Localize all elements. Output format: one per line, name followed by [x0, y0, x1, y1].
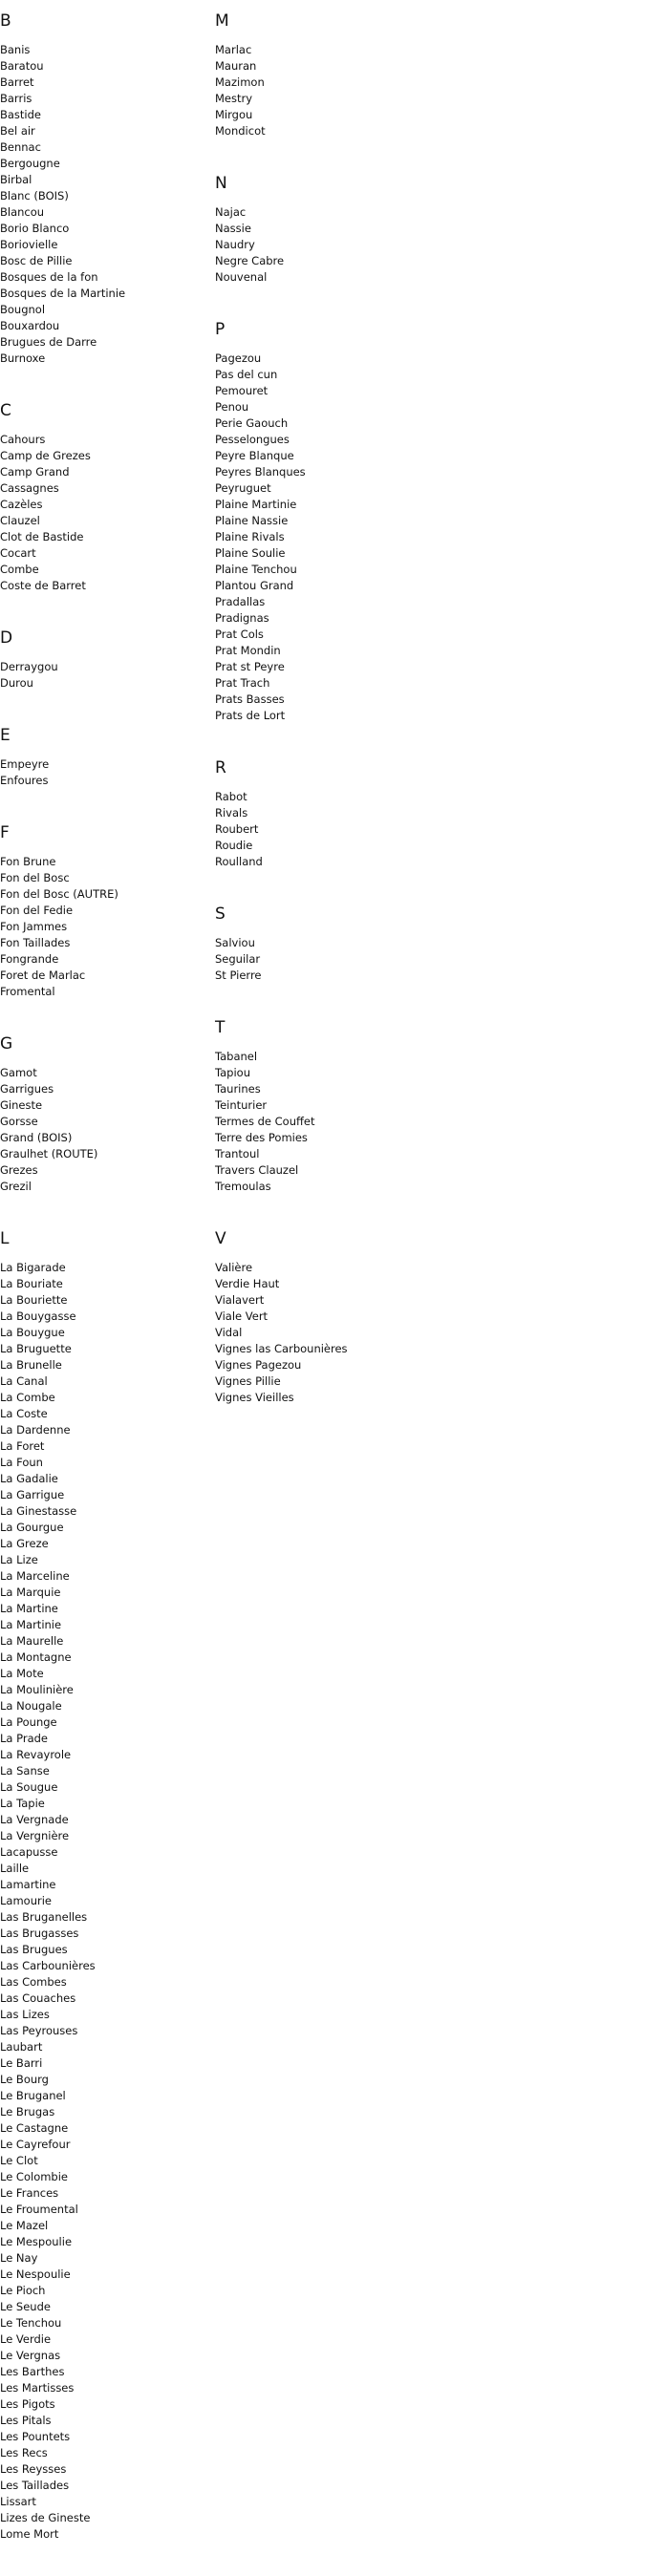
- place-name: Banis: [0, 43, 31, 56]
- place-name: Laubart: [0, 2040, 43, 2054]
- place-name: Fon Taillades: [0, 936, 71, 949]
- place-name: Enfoures: [0, 774, 49, 787]
- place-name: La Prade: [0, 1732, 48, 1745]
- place-list: [215, 789, 425, 870]
- place-name: La Marceline: [0, 1569, 70, 1583]
- section-heading: T: [215, 1018, 226, 1037]
- place-name: Burnoxe: [0, 351, 46, 365]
- place-name: Les Barthes: [0, 2365, 65, 2378]
- place-name: Plaine Martinie: [215, 498, 297, 511]
- place-list: [215, 935, 425, 984]
- place-name: La Bouygue: [0, 1326, 65, 1339]
- letter-section-c: [0, 400, 210, 594]
- place-name: Camp Grand: [0, 465, 70, 479]
- place-name: Las Bruganelles: [0, 1910, 88, 1924]
- place-name: Vignes Vieilles: [215, 1391, 294, 1404]
- place-name: Fon del Bosc (AUTRE): [0, 887, 118, 901]
- place-name: Las Carbounières: [0, 1959, 96, 1972]
- place-name: Prats de Lort: [215, 709, 286, 722]
- place-name: Cocart: [0, 546, 36, 560]
- place-list: [215, 351, 425, 724]
- place-name: Pradignas: [215, 611, 269, 625]
- place-name: Vignes las Carbounières: [215, 1342, 348, 1355]
- place-name: Taurines: [215, 1082, 261, 1096]
- place-name: Baratou: [0, 59, 44, 73]
- place-name: Barret: [0, 75, 34, 89]
- place-name: Le Mespoulie: [0, 2235, 73, 2248]
- place-name: Tapiou: [215, 1066, 250, 1079]
- place-name: Prat st Peyre: [215, 660, 285, 673]
- place-name: Peyre Blanque: [215, 449, 294, 462]
- letter-section-n: [215, 173, 425, 286]
- place-list: [215, 1049, 425, 1195]
- place-list: [0, 659, 210, 692]
- section-heading: D: [0, 628, 13, 648]
- place-list: [0, 432, 210, 594]
- place-name: Pesselongues: [215, 433, 290, 446]
- place-name: Roulland: [215, 855, 263, 868]
- place-name: Valière: [215, 1261, 253, 1274]
- place-name: Cahours: [0, 433, 46, 446]
- place-name: Peyruguet: [215, 481, 271, 495]
- place-name: La Bouygasse: [0, 1309, 76, 1323]
- place-name: Boriovielle: [0, 238, 58, 251]
- place-name: Vialavert: [215, 1293, 265, 1307]
- letter-section-d: [0, 628, 210, 692]
- place-name: Naudry: [215, 238, 255, 251]
- place-name: La Canal: [0, 1374, 48, 1388]
- letter-section-s: [215, 904, 425, 984]
- place-name: Le Seude: [0, 2300, 51, 2313]
- section-heading: E: [0, 726, 11, 745]
- place-name: Le Verdie: [0, 2332, 52, 2346]
- place-list: [215, 42, 425, 139]
- place-name: Pas del cun: [215, 368, 278, 381]
- place-name: La Gourgue: [0, 1521, 64, 1534]
- place-name: Camp de Grezes: [0, 449, 91, 462]
- place-name: Bergougne: [0, 157, 60, 170]
- place-name: La Bouriate: [0, 1277, 63, 1290]
- place-name: La Gadalie: [0, 1472, 58, 1485]
- place-name: Lissart: [0, 2495, 36, 2508]
- place-name: La Vergnade: [0, 1813, 69, 1826]
- place-name: Laille: [0, 1862, 30, 1875]
- place-name: Lamourie: [0, 1894, 52, 1907]
- place-name: Nassie: [215, 222, 251, 235]
- place-list: [0, 756, 210, 789]
- place-name: Vignes Pillie: [215, 1374, 281, 1388]
- place-name: Grand (BOIS): [0, 1131, 73, 1144]
- place-name: Tabanel: [215, 1050, 258, 1063]
- place-list: [215, 204, 425, 286]
- place-name: Negre Cabre: [215, 254, 285, 267]
- place-name: Salviou: [215, 936, 255, 949]
- place-name: Fon Brune: [0, 855, 56, 868]
- place-name: Terre des Pomies: [215, 1131, 308, 1144]
- place-list: [0, 1065, 210, 1195]
- place-name: Plaine Soulie: [215, 546, 286, 560]
- place-list: [215, 1260, 425, 1406]
- place-name: Las Brugues: [0, 1943, 68, 1956]
- letter-section-l: [0, 1228, 210, 2543]
- place-name: Empeyre: [0, 757, 50, 771]
- place-name: Vidal: [215, 1326, 243, 1339]
- section-heading: P: [215, 320, 226, 339]
- place-name: Fon del Fedie: [0, 904, 74, 917]
- place-name: Blanc (BOIS): [0, 189, 69, 202]
- place-name: Gorsse: [0, 1115, 38, 1128]
- place-name: Prat Cols: [215, 628, 264, 641]
- place-name: Bosques de la Martinie: [0, 287, 126, 300]
- section-heading: R: [215, 758, 226, 777]
- place-name: Termes de Couffet: [215, 1115, 315, 1128]
- place-name: La Moulinière: [0, 1683, 74, 1696]
- place-name: La Bouriette: [0, 1293, 68, 1307]
- place-name: Nouvenal: [215, 270, 268, 284]
- place-name: La Martine: [0, 1602, 58, 1615]
- place-name: La Montagne: [0, 1650, 72, 1664]
- place-name: La Combe: [0, 1391, 55, 1404]
- place-name: Mauran: [215, 59, 257, 73]
- place-name: Le Brugas: [0, 2105, 55, 2118]
- place-name: Las Couaches: [0, 1991, 76, 2005]
- place-name: Bel air: [0, 124, 35, 138]
- section-heading: B: [0, 11, 11, 31]
- place-name: Teinturier: [215, 1098, 268, 1112]
- place-name: La Brunelle: [0, 1358, 62, 1372]
- place-name: Najac: [215, 205, 247, 219]
- place-name: Foret de Marlac: [0, 969, 86, 982]
- section-heading: G: [0, 1034, 13, 1054]
- place-name: La Dardenne: [0, 1423, 71, 1437]
- place-name: La Maurelle: [0, 1634, 64, 1648]
- place-name: Bouxardou: [0, 319, 60, 332]
- place-name: Bougnol: [0, 303, 46, 316]
- place-name: Pagezou: [215, 351, 262, 365]
- place-name: Mondicot: [215, 124, 266, 138]
- letter-section-t: [215, 1017, 425, 1195]
- place-name: Les Martisses: [0, 2381, 75, 2395]
- section-heading: V: [215, 1229, 226, 1248]
- place-name: Tremoulas: [215, 1180, 271, 1193]
- place-name: La Marquie: [0, 1586, 61, 1599]
- place-name: Cassagnes: [0, 481, 59, 495]
- place-name: Graulhet (ROUTE): [0, 1147, 98, 1160]
- place-name: Le Bruganel: [0, 2089, 66, 2102]
- place-name: Cazèles: [0, 498, 43, 511]
- place-name: Le Bourg: [0, 2073, 49, 2086]
- letter-section-r: [215, 757, 425, 870]
- right-column: [215, 11, 425, 1439]
- place-name: Le Froumental: [0, 2203, 78, 2216]
- place-name: La Nougale: [0, 1699, 62, 1713]
- place-name: Fon Jammes: [0, 920, 68, 933]
- place-name: Les Pitals: [0, 2414, 52, 2427]
- place-name: Lacapusse: [0, 1845, 58, 1859]
- place-name: Gineste: [0, 1098, 43, 1112]
- place-name: Las Combes: [0, 1975, 67, 1989]
- place-name: La Mote: [0, 1667, 44, 1680]
- place-name: Las Peyrouses: [0, 2024, 78, 2037]
- place-name: Bosc de Pillie: [0, 254, 73, 267]
- place-name: La Revayrole: [0, 1748, 72, 1761]
- place-name: Fongrande: [0, 952, 59, 966]
- place-name: La Garrigue: [0, 1488, 65, 1501]
- place-name: Durou: [0, 676, 33, 690]
- place-name: St Pierre: [215, 969, 262, 982]
- section-heading: S: [215, 905, 226, 924]
- letter-section-g: [0, 1033, 210, 1195]
- place-name: Lizes de Gineste: [0, 2511, 91, 2524]
- place-name: Mazimon: [215, 75, 265, 89]
- place-name: Las Lizes: [0, 2008, 50, 2021]
- place-name: La Pounge: [0, 1715, 57, 1729]
- place-name: Seguilar: [215, 952, 261, 966]
- place-name: Le Barri: [0, 2056, 43, 2070]
- place-name: Marlac: [215, 43, 252, 56]
- section-heading: C: [0, 401, 11, 420]
- place-name: Perie Gaouch: [215, 416, 289, 430]
- left-column: [0, 11, 210, 2576]
- place-name: Le Castagne: [0, 2121, 69, 2135]
- place-name: Travers Clauzel: [215, 1163, 299, 1177]
- place-name: Grezes: [0, 1163, 38, 1177]
- place-name: Coste de Barret: [0, 579, 86, 592]
- place-name: Derraygou: [0, 660, 58, 673]
- place-name: Gamot: [0, 1066, 37, 1079]
- section-heading: F: [0, 823, 10, 842]
- place-name: Prat Trach: [215, 676, 270, 690]
- place-name: Les Reysses: [0, 2462, 67, 2476]
- place-name: Borio Blanco: [0, 222, 70, 235]
- place-name: Lamartine: [0, 1878, 56, 1891]
- place-name: Le Mazel: [0, 2219, 49, 2232]
- place-list: [0, 1260, 210, 2543]
- place-name: Rabot: [215, 790, 247, 803]
- letter-section-m: [215, 11, 425, 139]
- place-name: Bosques de la fon: [0, 270, 98, 284]
- section-heading: N: [215, 174, 227, 193]
- place-name: La Ginestasse: [0, 1504, 77, 1518]
- place-name: Mestry: [215, 92, 253, 105]
- place-name: La Vergnière: [0, 1829, 70, 1842]
- place-name: Pemouret: [215, 384, 269, 397]
- place-name: La Bigarade: [0, 1261, 66, 1274]
- place-list: [0, 42, 210, 367]
- place-name: La Foret: [0, 1439, 45, 1453]
- place-name: Le Frances: [0, 2186, 59, 2200]
- place-name: Verdie Haut: [215, 1277, 280, 1290]
- place-name: Clot de Bastide: [0, 530, 84, 543]
- place-name: La Foun: [0, 1456, 43, 1469]
- place-name: Le Cayrefour: [0, 2138, 71, 2151]
- place-name: Le Nespoulie: [0, 2267, 71, 2281]
- place-name: Peyres Blanques: [215, 465, 306, 479]
- place-name: Roubert: [215, 822, 259, 836]
- place-name: Pradallas: [215, 595, 266, 608]
- place-name: La Lize: [0, 1553, 38, 1566]
- place-name: La Martinie: [0, 1618, 62, 1631]
- place-name: Prat Mondin: [215, 644, 281, 657]
- place-name: Trantoul: [215, 1147, 260, 1160]
- place-name: Le Tenchou: [0, 2316, 62, 2330]
- letter-section-e: [0, 725, 210, 789]
- place-name: Birbal: [0, 173, 32, 186]
- place-name: Las Brugasses: [0, 1927, 79, 1940]
- place-name: Le Colombie: [0, 2170, 69, 2183]
- place-name: Plaine Rivals: [215, 530, 285, 543]
- place-name: Le Pioch: [0, 2284, 46, 2297]
- place-name: Lome Mort: [0, 2527, 59, 2541]
- place-name: La Bruguette: [0, 1342, 72, 1355]
- place-name: Clauzel: [0, 514, 40, 527]
- letter-section-p: [215, 319, 425, 724]
- place-name: Le Vergnas: [0, 2349, 61, 2362]
- place-name: Prats Basses: [215, 692, 285, 706]
- place-name: Mirgou: [215, 108, 253, 121]
- place-name: Grezil: [0, 1180, 32, 1193]
- letter-section-b: [0, 11, 210, 367]
- place-name: Plantou Grand: [215, 579, 294, 592]
- letter-section-f: [0, 822, 210, 1000]
- place-name: Les Pigots: [0, 2397, 55, 2411]
- section-heading: M: [215, 11, 229, 31]
- place-name: Le Clot: [0, 2154, 38, 2167]
- place-name: Les Recs: [0, 2446, 48, 2459]
- place-name: Les Pountets: [0, 2430, 71, 2443]
- place-name: Bennac: [0, 140, 41, 154]
- place-name: La Sanse: [0, 1764, 50, 1778]
- place-name: La Greze: [0, 1537, 49, 1550]
- place-name: Viale Vert: [215, 1309, 269, 1323]
- place-name: Vignes Pagezou: [215, 1358, 302, 1372]
- place-name: Fromental: [0, 985, 55, 998]
- place-name: Penou: [215, 400, 249, 414]
- place-name: Le Nay: [0, 2251, 38, 2265]
- place-name: Garrigues: [0, 1082, 54, 1096]
- place-name: Bastide: [0, 108, 42, 121]
- letter-section-v: [215, 1228, 425, 1406]
- place-list: [0, 854, 210, 1000]
- place-name: Combe: [0, 563, 39, 576]
- place-name: Rivals: [215, 806, 248, 820]
- place-name: La Coste: [0, 1407, 48, 1420]
- place-name: Brugues de Darre: [0, 335, 97, 349]
- place-name: La Tapie: [0, 1797, 45, 1810]
- place-name: Barris: [0, 92, 32, 105]
- place-name: Fon del Bosc: [0, 871, 70, 884]
- place-name: Les Taillades: [0, 2479, 70, 2492]
- place-name: Plaine Tenchou: [215, 563, 297, 576]
- place-name: Blancou: [0, 205, 45, 219]
- section-heading: L: [0, 1229, 10, 1248]
- place-name: Plaine Nassie: [215, 514, 289, 527]
- place-name: La Sougue: [0, 1780, 58, 1794]
- place-name: Roudie: [215, 839, 253, 852]
